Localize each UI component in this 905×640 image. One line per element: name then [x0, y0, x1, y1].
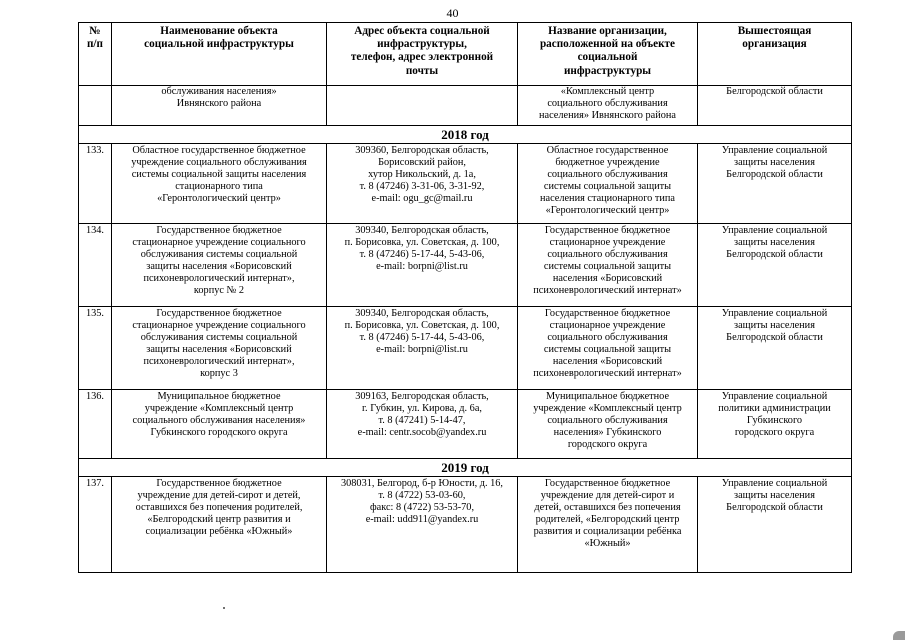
social-infrastructure-table [78, 22, 852, 573]
year-section-2019 [79, 459, 852, 477]
page-number: 40 [446, 6, 459, 20]
cell-address: 309360, Белгородская область, Борисовский район, хутор Никольский, д. 1а, т. 8 (47246) 3-31-06, 3-31-92, e-mail: ogu_gc@mail.ru [327, 144, 518, 224]
cell-organization: Областное государственное бюджетное учреждение социального обслуживания системы социальной защиты населения стационарного типа «Геронтологический центр» [518, 144, 698, 224]
cell-parent-organization: Управление социальной политики администрации Губкинского городского округа [698, 390, 852, 459]
cell-object-name: Муниципальное бюджетное учреждение «Комплексный центр социального обслуживания населения» Губкинского городского округа [112, 390, 327, 459]
cell-object-name: Государственное бюджетное стационарное учреждение социального обслуживания системы социальной защиты населения «Борисовский психоневрологический интернат», корпус 3 [112, 307, 327, 390]
scan-speck [223, 607, 225, 609]
year-heading: 2018 год [79, 126, 852, 144]
table-header-row [79, 23, 852, 86]
cell-parent-organization: Управление социальной защиты населения Белгородской области [698, 307, 852, 390]
cell-number: 134. [79, 224, 112, 307]
table-row-continuation [79, 86, 852, 126]
cell-address [327, 86, 518, 126]
cell-parent-organization: Белгородской области [698, 86, 852, 126]
cell-parent-organization: Управление социальной защиты населения Белгородской области [698, 477, 852, 573]
scan-corner-artifact [893, 631, 905, 640]
cell-organization: Государственное бюджетное стационарное учреждение социального обслуживания системы социальной защиты населения «Борисовский психоневрологический интернат» [518, 224, 698, 307]
header-parent-organization: Вышестоящая организация [698, 23, 852, 86]
cell-number: 135. [79, 307, 112, 390]
year-heading: 2019 год [79, 459, 852, 477]
cell-address: 308031, Белгород, б-р Юности, д. 16, т. 8 (4722) 53-03-60, факс: 8 (4722) 53-53-70, e-mail: udd911@yandex.ru [327, 477, 518, 573]
cell-address: 309163, Белгородская область, г. Губкин, ул. Кирова, д. 6а, т. 8 (47241) 5-14-47, e-mail: centr.socob@yandex.ru [327, 390, 518, 459]
table-row [79, 390, 852, 459]
cell-organization: Муниципальное бюджетное учреждение «Комплексный центр социального обслуживания населения» Губкинского городского округа [518, 390, 698, 459]
cell-object-name: обслуживания населения» Ивнянского района [112, 86, 327, 126]
cell-number: 137. [79, 477, 112, 573]
header-number: № п/п [79, 23, 112, 86]
cell-number: 136. [79, 390, 112, 459]
cell-address: 309340, Белгородская область, п. Борисовка, ул. Советская, д. 100, т. 8 (47246) 5-17-44, 5-43-06, e-mail: borpni@list.ru [327, 224, 518, 307]
cell-address: 309340, Белгородская область, п. Борисовка, ул. Советская, д. 100, т. 8 (47246) 5-17-44, 5-43-06, e-mail: borpni@list.ru [327, 307, 518, 390]
cell-parent-organization: Управление социальной защиты населения Белгородской области [698, 224, 852, 307]
header-address: Адрес объекта социальной инфраструктуры, телефон, адрес электронной почты [327, 23, 518, 86]
header-organization: Название организации, расположенной на объекте социальной инфраструктуры [518, 23, 698, 86]
cell-object-name: Государственное бюджетное стационарное учреждение социального обслуживания системы социальной защиты населения «Борисовский психоневрологический интернат», корпус № 2 [112, 224, 327, 307]
table-row [79, 144, 852, 224]
cell-object-name: Государственное бюджетное учреждение для детей-сирот и детей, оставшихся без попечения родителей, «Белгородский центр развития и социализации ребёнка «Южный» [112, 477, 327, 573]
header-object-name: Наименование объекта социальной инфраструктуры [112, 23, 327, 86]
table-row [79, 477, 852, 573]
cell-parent-organization: Управление социальной защиты населения Белгородской области [698, 144, 852, 224]
cell-object-name: Областное государственное бюджетное учреждение социального обслуживания системы социальной защиты населения стационарного типа «Геронтологический центр» [112, 144, 327, 224]
cell-organization: Государственное бюджетное учреждение для детей-сирот и детей, оставшихся без попечения родителей, «Белгородский центр развития и социализации ребёнка «Южный» [518, 477, 698, 573]
year-section-2018 [79, 126, 852, 144]
cell-number [79, 86, 112, 126]
cell-organization: Государственное бюджетное стационарное учреждение социального обслуживания системы социальной защиты населения «Борисовский психоневрологический интернат» [518, 307, 698, 390]
cell-number: 133. [79, 144, 112, 224]
table-row [79, 307, 852, 390]
cell-organization: «Комплексный центр социального обслуживания населения» Ивнянского района [518, 86, 698, 126]
table-row [79, 224, 852, 307]
